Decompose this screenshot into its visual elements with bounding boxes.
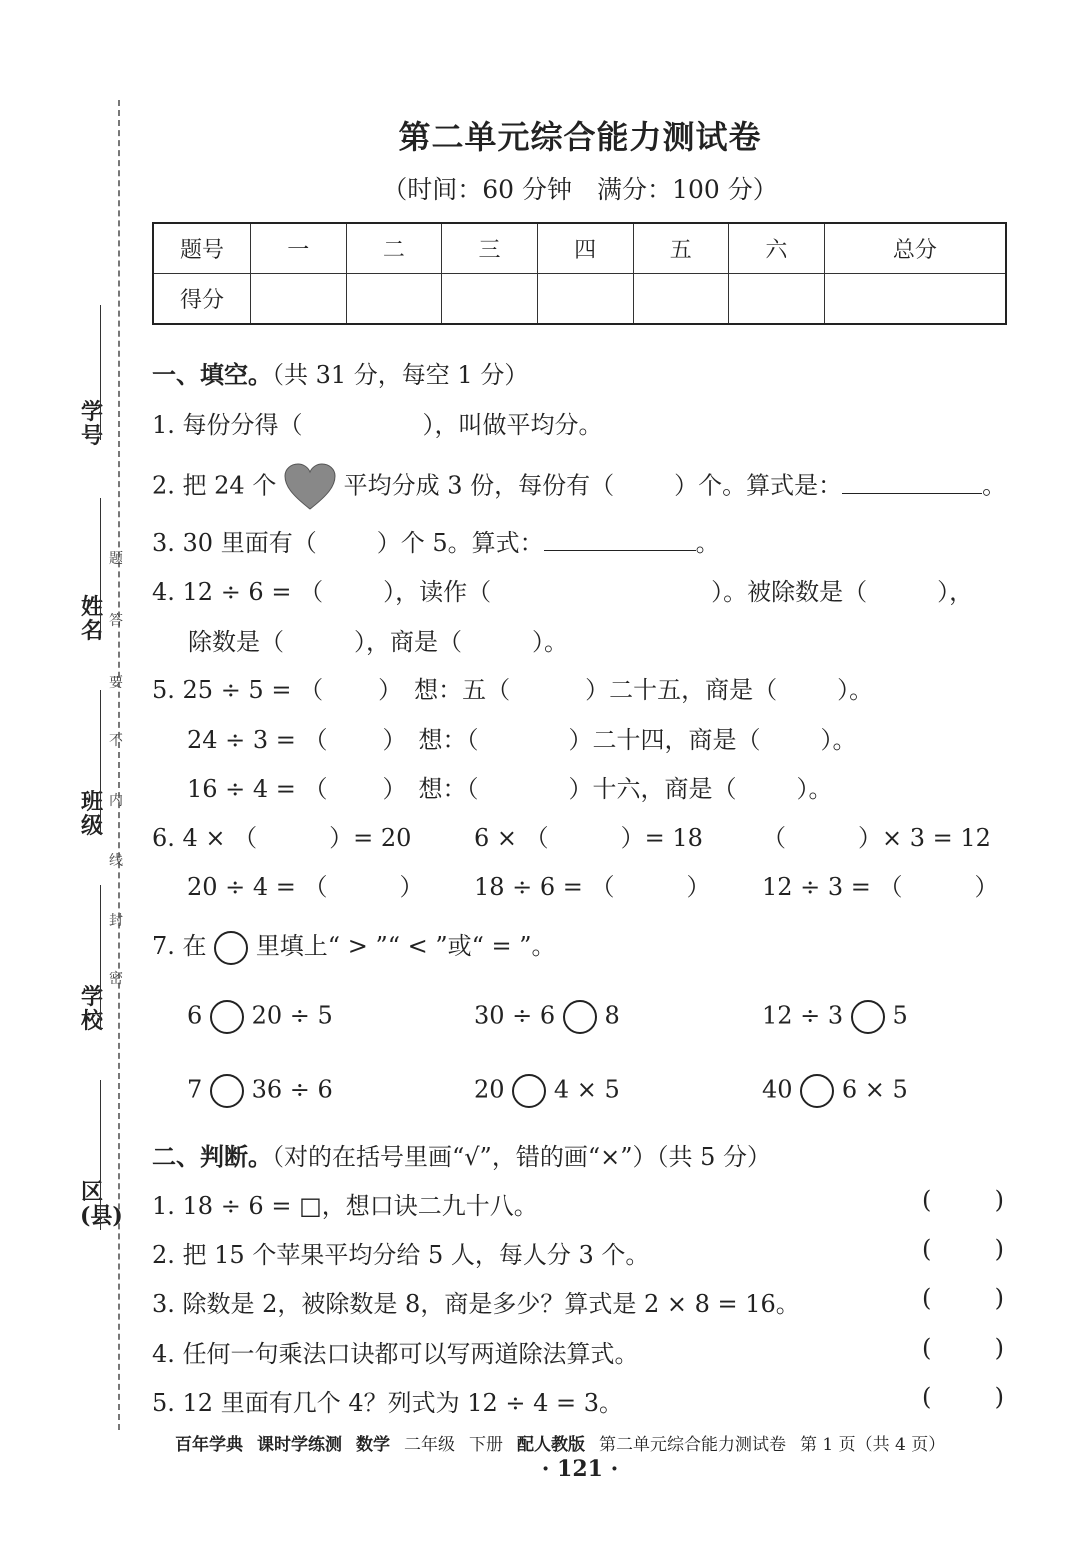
question-1-5-row3 (187, 769, 833, 804)
judge-item: 4. 任何一句乘法口诀都可以写两道除法算式。 (152, 1340, 639, 1368)
footer-edition: 配人教版 (517, 1435, 585, 1455)
footer-brand: 百年学典 (175, 1435, 243, 1455)
seal-note: 内 (109, 793, 123, 809)
q-text: ）。 (532, 628, 568, 656)
footer-page-info: 第 1 页（共 4 页） (800, 1435, 946, 1455)
seal-note: 题 (109, 551, 123, 567)
footer-doc: 第二单元综合能力测试卷 (599, 1435, 786, 1455)
footer-grade: 二年级 (404, 1435, 455, 1455)
compare-item (474, 1074, 620, 1108)
q-text: ）。 (796, 775, 833, 803)
q-text: ） 想：五（ (378, 676, 511, 704)
compare-circle[interactable] (210, 1000, 244, 1034)
score-table-score-row (153, 274, 1006, 325)
seal-note: 密 (109, 971, 123, 987)
section1-title: 一、填空。 (152, 360, 272, 389)
q-text: 除数是（ (188, 628, 284, 656)
compare-right: 8 (604, 1001, 620, 1030)
compare-right: 5 (892, 1001, 908, 1030)
score-table (152, 222, 1007, 325)
seal-note: 答 (109, 613, 123, 629)
binding-dashed-line (118, 100, 120, 1430)
compare-circle[interactable] (851, 1000, 885, 1034)
seal-note: 封 (109, 913, 123, 929)
circle-icon (214, 931, 248, 965)
question-1-5-row2 (187, 720, 857, 755)
q-text: 4. 12 ÷ 6 = （ (152, 578, 324, 606)
compare-left: 12 ÷ 3 (762, 1001, 844, 1030)
q-text: ），商是（ (354, 628, 462, 656)
compare-circle[interactable] (563, 1000, 597, 1034)
heart-icon (284, 463, 336, 511)
compare-left: 30 ÷ 6 (474, 1001, 556, 1030)
q-text: 。 (982, 471, 1007, 500)
seal-note: 要 (109, 675, 123, 691)
judge-answer-box[interactable]: ( ) (922, 1284, 1004, 1312)
q-text: 24 ÷ 3 = （ (187, 726, 328, 754)
section1-heading (152, 355, 528, 390)
question-1-5-row1 (152, 670, 873, 705)
seal-note: 不 (109, 733, 123, 749)
score-header-cell: 四 (537, 223, 633, 274)
score-header-cell: 五 (633, 223, 729, 274)
compare-item (187, 1000, 333, 1034)
q-text: 5. 25 ÷ 5 = （ (152, 676, 324, 704)
score-cell[interactable] (729, 274, 825, 325)
judge-answer-box[interactable]: ( ) (922, 1186, 1004, 1214)
answer-line[interactable] (544, 526, 696, 551)
section2-title: 二、判断。 (152, 1142, 272, 1171)
judge-item: 3. 除数是 2，被除数是 8，商是多少？算式是 2 × 8 = 16。 (152, 1290, 800, 1318)
compare-right: 36 ÷ 6 (251, 1075, 333, 1104)
question-1-4-line1 (152, 572, 973, 607)
compare-left: 6 (187, 1001, 203, 1030)
side-line-school (100, 885, 101, 1030)
side-label-class: 班级 (80, 789, 103, 839)
question-1-6-c: （ ）× 3 = 12 (762, 824, 991, 852)
score-cell[interactable] (346, 274, 442, 325)
score-cell[interactable] (633, 274, 729, 325)
section2-note: （对的在括号里画“√”，错的画“×”）（共 5 分） (272, 1143, 772, 1171)
q-text: 3. 30 里面有（ (152, 529, 317, 557)
q-text: 7. 在 (152, 932, 207, 960)
compare-left: 40 (762, 1075, 793, 1104)
question-1-4-line2 (188, 622, 568, 657)
compare-circle[interactable] (512, 1074, 546, 1108)
compare-item (474, 1000, 620, 1034)
question-1-2 (152, 463, 1006, 511)
score-row-label: 得分 (153, 274, 251, 325)
question-1-1 (152, 405, 603, 440)
side-line-student-no (100, 305, 101, 440)
question-1-6-f: 12 ÷ 3 = （ ） (762, 873, 999, 901)
section2-heading (152, 1137, 771, 1172)
question-1-7 (152, 926, 556, 965)
q-text: ）个 5。算式： (376, 529, 544, 557)
footer-series: 课时学练测 (257, 1435, 342, 1455)
answer-line[interactable] (842, 469, 982, 494)
compare-circle[interactable] (210, 1074, 244, 1108)
page-footer (175, 1430, 945, 1455)
judge-item: 1. 18 ÷ 6 = □，想口诀二九十八。 (152, 1192, 538, 1220)
compare-right: 6 × 5 (841, 1075, 908, 1104)
score-cell[interactable] (251, 274, 347, 325)
score-cell[interactable] (824, 274, 1006, 325)
q-text: 1. 每份分得（ (152, 411, 303, 439)
q-text: ）， (937, 578, 974, 606)
score-header-cell: 一 (251, 223, 347, 274)
q-text: 2. 把 24 个 (152, 471, 277, 500)
compare-item (762, 1000, 908, 1034)
question-1-3 (152, 523, 720, 558)
score-header-cell: 二 (346, 223, 442, 274)
footer-subject: 数学 (356, 1435, 390, 1455)
score-header-cell: 总分 (824, 223, 1006, 274)
judge-answer-box[interactable]: ( ) (922, 1383, 1004, 1411)
judge-answer-box[interactable]: ( ) (922, 1235, 1004, 1263)
score-header-cell: 六 (729, 223, 825, 274)
side-label-district: 区(县) (80, 1179, 123, 1229)
judge-item: 5. 12 里面有几个 4？列式为 12 ÷ 4 = 3。 (152, 1389, 624, 1417)
page-title: 第二单元综合能力测试卷 (398, 118, 762, 156)
compare-circle[interactable] (800, 1074, 834, 1108)
q-text: ）二十四，商是（ (568, 726, 761, 754)
section1-note: （共 31 分，每空 1 分） (272, 361, 529, 389)
side-line-class (100, 690, 101, 835)
q-text: ）十六，商是（ (568, 775, 737, 803)
seal-note: 线 (109, 853, 123, 869)
judge-answer-box[interactable]: ( ) (922, 1334, 1004, 1362)
q-text: ）。 (820, 726, 857, 754)
q-text: ）。 (837, 676, 874, 704)
q-text: 平均分成 3 份，每份有（ (343, 471, 615, 500)
question-1-6-b: 6 × （ ）= 18 (474, 824, 703, 852)
side-label-student-no: 学号 (80, 399, 103, 449)
q-text: ）个。算式是： (674, 471, 843, 500)
score-table-header-row (153, 223, 1006, 274)
question-1-6-a: 6. 4 × （ ）= 20 (152, 824, 412, 852)
compare-right: 4 × 5 (553, 1075, 620, 1104)
score-header-cell: 三 (442, 223, 538, 274)
q-text: 16 ÷ 4 = （ (187, 775, 328, 803)
compare-right: 20 ÷ 5 (251, 1001, 333, 1030)
side-line-name (100, 498, 101, 638)
compare-left: 7 (187, 1075, 203, 1104)
score-cell[interactable] (442, 274, 538, 325)
q-text: 。 (695, 529, 720, 557)
footer-volume: 下册 (469, 1435, 503, 1455)
q-text: ），读作（ (383, 578, 492, 606)
score-cell[interactable] (537, 274, 633, 325)
side-label-school: 学校 (80, 984, 103, 1034)
question-1-6-d: 20 ÷ 4 = （ ） (187, 873, 424, 901)
q-text: ），叫做平均分。 (422, 411, 603, 439)
side-line-district (100, 1080, 101, 1230)
side-label-name: 姓名 (80, 594, 103, 644)
compare-item (762, 1074, 908, 1108)
question-1-6-e: 18 ÷ 6 = （ ） (474, 873, 711, 901)
score-header-cell: 题号 (153, 223, 251, 274)
q-text: ）。被除数是（ (711, 578, 868, 606)
compare-left: 20 (474, 1075, 505, 1104)
page-subtitle: （时间：60 分钟 满分：100 分） (382, 175, 778, 204)
page-number: · 121 · (541, 1456, 619, 1482)
q-text: ）二十五，商是（ (585, 676, 778, 704)
compare-item (187, 1074, 333, 1108)
q-text: ） 想：（ (382, 775, 479, 803)
judge-item: 2. 把 15 个苹果平均分给 5 人，每人分 3 个。 (152, 1241, 650, 1269)
q-text: 里填上“ > ”“ < ”或“ = ”。 (255, 932, 556, 960)
q-text: ） 想：（ (382, 726, 479, 754)
